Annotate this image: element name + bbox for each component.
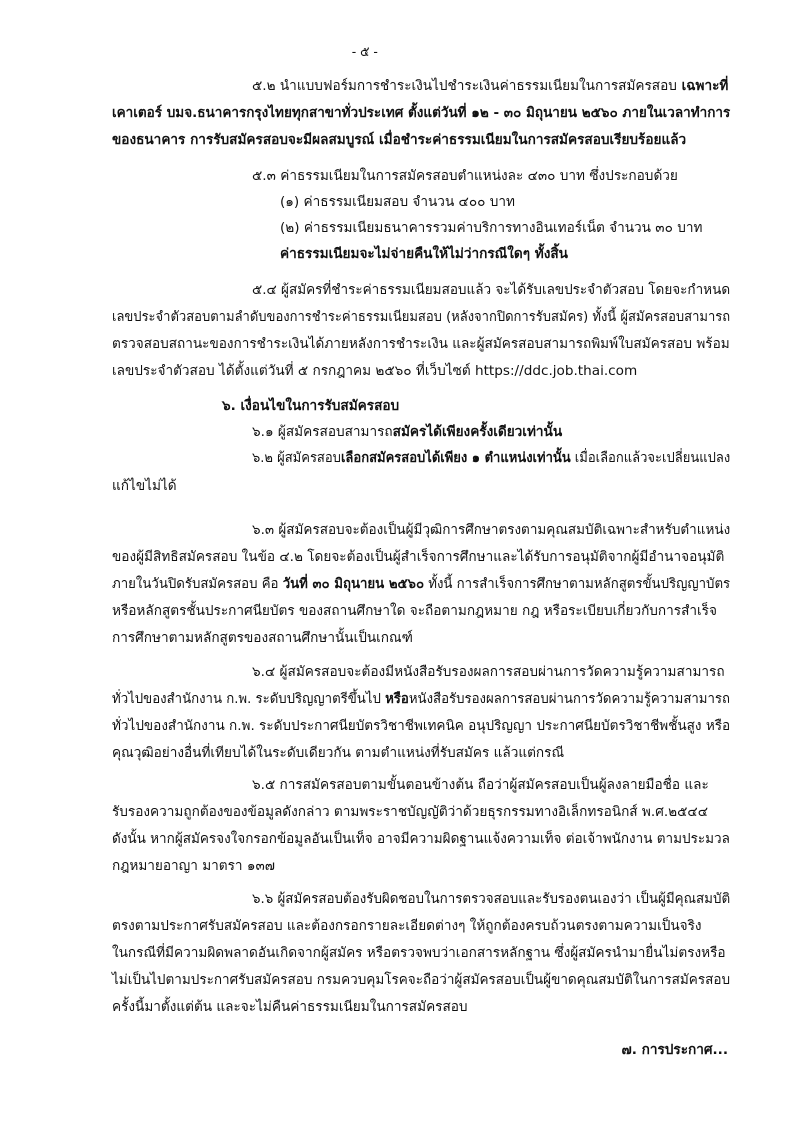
para-6-2-line1: ๖.๒ ผู้สมัครสอบเลือกสมัครสอบได้เพียง ๑ ตำแหน่งเท่านั้น เมื่อเลือกแล้วจะเปลี่ยนแปลง <box>252 450 731 466</box>
para-6-1: ๖.๑ ผู้สมัครสอบสามารถสมัครได้เพียงครั้งเดียวเท่านั้น <box>252 424 563 440</box>
para-5-4-line3: ตรวจสอบสถานะของการชำระเงินได้ภายหลังการชำระเงิน และผู้สมัครสอบสามารถพิมพ์ใบสมัครสอบ พร้อม <box>112 336 730 352</box>
para-6-5-line3: ดังนั้น หากผู้สมัครจงใจกรอกข้อมูลอันเป็นเท็จ อาจมีความผิดฐานแจ้งความเท็จ ต่อเจ้าพนักงาน ตามประมวล <box>112 831 730 847</box>
para-5-4-line1: ๕.๔ ผู้สมัครที่ชำระค่าธรรมเนียมสอบแล้ว จะได้รับเลขประจำตัวสอบ โดยจะกำหนด <box>252 282 731 298</box>
para-5-2-line3: ของธนาคาร การรับสมัครสอบจะมีผลสมบูรณ์ เมื่อชำระค่าธรรมเนียมในการสมัครสอบเรียบร้อยแล้ว <box>112 132 687 148</box>
para-6-6-line1: ๖.๖ ผู้สมัครสอบต้องรับผิดชอบในการตรวจสอบและรับรองตนเองว่า เป็นผู้มีคุณสมบัติ <box>252 891 731 907</box>
para-5-4-line4: เลขประจำตัวสอบ ได้ตั้งแต่วันที่ ๕ กรกฎาคม ๒๕๖๐ ที่เว็บไซต์ https://ddc.job.thai.com <box>112 363 638 379</box>
para-6-3-line5: การศึกษาตามหลักสูตรของสถานศึกษานั้นเป็นเกณฑ์ <box>112 630 413 646</box>
para-6-6-line5: ครั้งนี้มาตั้งแต่ต้น และจะไม่คืนค่าธรรมเนียมในการสมัครสอบ <box>112 999 468 1015</box>
para-6-4-line3: ทั่วไปของสำนักงาน ก.พ. ระดับประกาศนียบัตรวิชาชีพเทคนิค อนุปริญญา ประกาศนียบัตรวิชาชีพชั้นสูง หรือ <box>112 718 731 734</box>
para-6-6-line3: ในกรณีที่มีความผิดพลาดอันเกิดจากผู้สมัคร หรือตรวจพบว่าเอกสารหลักฐาน ซึ่งผู้สมัครนำมายื่นไม่ตรงหรือ <box>112 945 726 961</box>
para-6-3-line2: ของผู้มีสิทธิสมัครสอบ ในข้อ ๔.๒ โดยจะต้องเป็นผู้สำเร็จการศึกษาและได้รับการอนุมัติจากผู้มีอำนาจอนุมัติ <box>112 549 725 565</box>
para-6-4-line2: ทั่วไปของสำนักงาน ก.พ. ระดับปริญญาตรีขึ้นไป หรือหนังสือรับรองผลการสอบผ่านการวัดความรู้ความสามารถ <box>112 691 731 707</box>
para-5-2-line2: เคาเตอร์ บมจ.ธนาคารกรุงไทยทุกสาขาทั่วประเทศ ตั้งแต่วันที่ ๑๒ - ๓๐ มิถุนายน ๒๕๖๐ ภายในเวลาทำการ <box>112 105 731 121</box>
para-5-4-line2: เลขประจำตัวสอบตามลำดับของการชำระค่าธรรมเนียมสอบ (หลังจากปิดการรับสมัคร) ทั้งนี้ ผู้สมัครสอบสามารถ <box>112 309 731 325</box>
para-6-3-line4: หรือหลักสูตรชั้นประกาศนียบัตร ของสถานศึกษาใด จะถือตามกฎหมาย กฎ หรือระเบียบเกี่ยวกับการสำเร็จ <box>112 603 717 619</box>
para-6-3-line3: ภายในวันปิดรับสมัครสอบ คือ วันที่ ๓๐ มิถุนายน ๒๕๖๐ ทั้งนี้ การสำเร็จการศึกษาตามหลักสูตรขั้นปริญญาบัตร <box>112 576 731 592</box>
para-6-6-line4: ไม่เป็นไปตามประกาศรับสมัครสอบ กรมควบคุมโรคจะถือว่าผู้สมัครสอบเป็นผู้ขาดคุณสมบัติในการสมัครสอบ <box>112 972 731 988</box>
fee-item-2: (๒) ค่าธรรมเนียมธนาคารรวมค่าบริการทางอินเทอร์เน็ต จำนวน ๓๐ บาท <box>280 220 703 236</box>
section-6-heading: ๖. เงื่อนไขในการรับสมัครสอบ <box>222 398 400 414</box>
para-5-2-line1: ๕.๒ นำแบบฟอร์มการชำระเงินไปชำระเงินค่าธรรมเนียมในการสมัครสอบ เฉพาะที่ <box>252 78 729 94</box>
para-6-5-line4: กฎหมายอาญา มาตรา ๑๓๗ <box>112 858 276 874</box>
fee-item-1: (๑) ค่าธรรมเนียมสอบ จำนวน ๔๐๐ บาท <box>280 194 515 210</box>
continuation-marker: ๗. การประกาศ... <box>621 1042 728 1058</box>
para-6-2-line2: แก้ไขไม่ได้ <box>112 478 177 494</box>
para-6-5-line2: รับรองความถูกต้องของข้อมูลดังกล่าว ตามพระราชบัญญัติว่าด้วยธุรกรรมทางอิเล็กทรอนิกส์ พ.ศ.๒๕๔๔ <box>112 804 708 820</box>
para-6-4-line4: คุณวุฒิอย่างอื่นที่เทียบได้ในระดับเดียวกัน ตามตำแหน่งที่รับสมัคร แล้วแต่กรณี <box>112 745 565 761</box>
para-6-4-line1: ๖.๔ ผู้สมัครสอบจะต้องมีหนังสือรับรองผลการสอบผ่านการวัดความรู้ความสามารถ <box>252 664 725 680</box>
para-6-6-line2: ตรงตามประกาศรับสมัครสอบ และต้องกรอกรายละเอียดต่างๆ ให้ถูกต้องครบถ้วนตรงตามความเป็นจริง <box>112 918 702 934</box>
para-5-3-line1: ๕.๓ ค่าธรรมเนียมในการสมัครสอบตำแหน่งละ ๔๓๐ บาท ซึ่งประกอบด้วย <box>252 168 678 184</box>
page-number: - ๕ - <box>351 44 378 60</box>
fee-nonrefundable-note: ค่าธรรมเนียมจะไม่จ่ายคืนให้ไม่ว่ากรณีใดๆ ทั้งสิ้น <box>280 246 568 262</box>
para-6-5-line1: ๖.๕ การสมัครสอบตามขั้นตอนข้างต้น ถือว่าผู้สมัครสอบเป็นผู้ลงลายมือชื่อ และ <box>252 777 709 793</box>
para-6-3-line1: ๖.๓ ผู้สมัครสอบจะต้องเป็นผู้มีวุฒิการศึกษาตรงตามคุณสมบัติเฉพาะสำหรับตำแหน่ง <box>252 522 731 538</box>
